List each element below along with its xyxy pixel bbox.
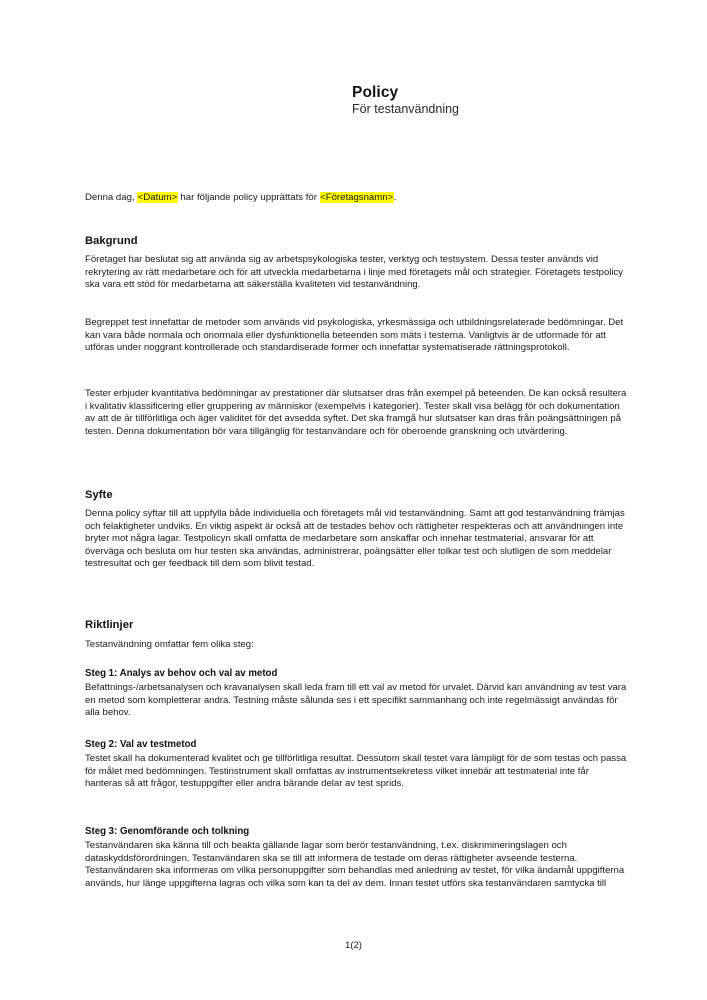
bakgrund-paragraph-3-wrap bbox=[85, 388, 627, 438]
bakgrund-paragraph-2: Begreppet test innefattar de metoder som används vid psykologiska, yrkesmässiga och utbildningsrelaterade bedömningar. Det kan vara både normala och onormala eller dysfunktionella beteenden som mäts i testerna. Vanligtvis är de utformade för att utföras under noggrant kontrollerade och standardiserade former och innefattar systematiserade rättningsprotokoll. bbox=[85, 317, 624, 354]
document-header bbox=[352, 84, 652, 117]
step-body-1: Befattnings-/arbetsanalysen och kravanalysen skall leda fram till ett val av metod för urvalet. Därvid kan användning av test vara en metod som kompletterar andra. Testning måste sålunda ses i ett specifikt sammanhang och inte regelmässigt användas för alla behov. bbox=[85, 682, 627, 719]
section-heading-riktlinjer-wrap bbox=[85, 619, 627, 632]
section-heading-syfte: Syfte bbox=[85, 489, 113, 501]
section-heading-bakgrund-wrap bbox=[85, 235, 627, 248]
step-heading-2: Steg 2: Val av testmetod bbox=[85, 739, 197, 750]
bakgrund-paragraph-1-wrap bbox=[85, 254, 627, 292]
step-body-3-wrap bbox=[85, 840, 627, 890]
intro-text-middle: har följande policy upprättats för bbox=[177, 192, 320, 203]
page-number: 1(2) bbox=[345, 940, 362, 951]
riktlinjer-intro-wrap bbox=[85, 639, 627, 652]
step-body-2-wrap bbox=[85, 753, 627, 791]
step-heading-2-wrap bbox=[85, 739, 627, 752]
section-heading-syfte-wrap bbox=[85, 489, 627, 502]
section-heading-riktlinjer: Riktlinjer bbox=[85, 619, 134, 631]
intro-text-after: . bbox=[393, 192, 397, 203]
bakgrund-paragraph-2-wrap bbox=[85, 317, 627, 355]
riktlinjer-intro: Testanvändning omfattar fem olika steg: bbox=[85, 639, 254, 650]
syfte-paragraph-1: Denna policy syftar till att uppfylla både individuella och företagets mål vid testanvändning. Samt att god testanvändning främjas och felaktigheter undviks. En viktig aspekt är också att de testades behov och rättigheter respekteras och att användningen inte bryter mot några lagar. Testpolicyn skall omfatta de medarbetare som anskaffar och innehar testmaterial, ansvarar för att överväga och besluta om hur testen ska användas, administrerar, poängsätter eller tolkar test och slutligen de som meddelar testresultat och ger feedback till dem som blivit testad. bbox=[85, 508, 625, 570]
intro-paragraph bbox=[85, 191, 627, 204]
step-body-1-wrap bbox=[85, 682, 627, 720]
placeholder-company-name: <Företagsnamn> bbox=[320, 192, 394, 203]
step-heading-3: Steg 3: Genomförande och tolkning bbox=[85, 826, 250, 837]
document-body bbox=[85, 191, 627, 889]
placeholder-date: <Datum> bbox=[137, 192, 178, 203]
page-subtitle: För testanvändning bbox=[352, 102, 460, 116]
step-heading-3-wrap bbox=[85, 826, 627, 839]
bakgrund-paragraph-3: Tester erbjuder kvantitativa bedömningar av prestationer där slutsatser dras från exempel på beteenden. De kan också resultera i kvalitativ klassificering eller gruppering av människor (exempelvis i kategorier). Tester skall visa belägg för och dokumentation av att de är tillförlitliga och äger validitet för det avsedda syftet. Det ska framgå hur slutsatser kan dras från poängsättningen på testen. Denna dokumentation bör vara tillgänglig för testanvändare och för oberoende granskning och utvärdering. bbox=[85, 388, 627, 437]
step-body-3: Testanvändaren ska känna till och beakta gällande lagar som berör testanvändning, t.ex. diskrimineringslagen och dataskyddsförordningen. Testanvändaren ska se till att informera de testade om deras rättigheter avseende testerna. Testanvändaren ska informeras om vilka personuppgifter som behandlas med anledning av testet, för vilka ändamål uppgifterna används, hur länge uppgifterna lagras och vilka som kan ta del av dem. Innan testet utförs ska testanvändaren samtycka till bbox=[85, 840, 625, 889]
page-title: Policy bbox=[352, 84, 399, 101]
bakgrund-paragraph-1: Företaget har beslutat sig att använda sig av arbetspsykologiska tester, verktyg och testsystem. Dessa tester används vid rekrytering av rätt medarbetare och för att utveckla medarbetarna i linje med företagets mål och strategier. Företagets testpolicy ska vara ett stöd för medarbetarna att säkerställa kvaliteten vid testanvändning. bbox=[85, 254, 624, 291]
step-body-2: Testet skall ha dokumenterad kvalitet och ge tillförlitliga resultat. Dessutom skall testet vara lämpligt för de som testas och passa för målet med bedömningen. Testinstrument skall omfattas av instrumentsekretess vilket innebär att testmaterial inte får hanteras så att frågor, testuppgifter eller andra bärande delar av test sprids. bbox=[85, 753, 627, 790]
step-heading-1: Steg 1: Analys av behov och val av metod bbox=[85, 668, 278, 679]
step-heading-1-wrap bbox=[85, 668, 627, 681]
syfte-paragraph-1-wrap bbox=[85, 508, 627, 571]
intro-text-before: Denna dag, bbox=[85, 192, 138, 203]
page-footer bbox=[0, 940, 707, 952]
section-heading-bakgrund: Bakgrund bbox=[85, 235, 138, 247]
